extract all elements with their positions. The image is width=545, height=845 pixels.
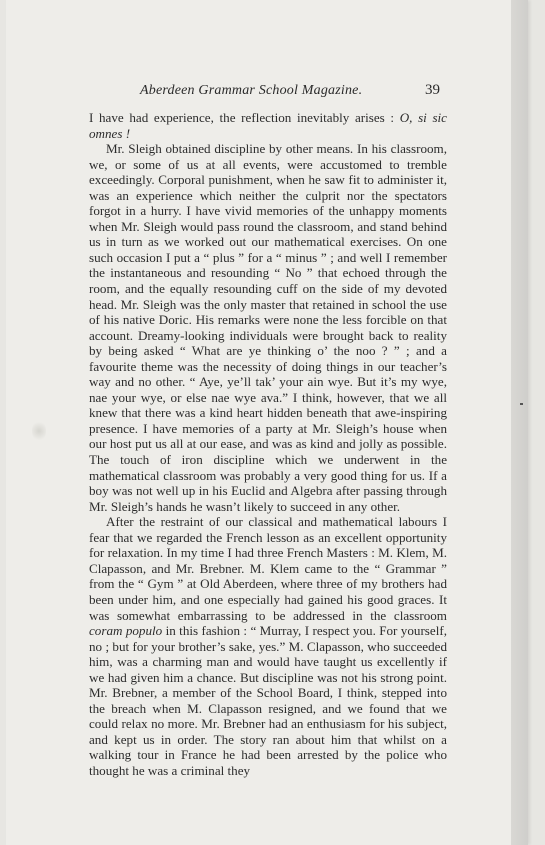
book-page [6,0,528,845]
paragraph-3-text-a: After the restraint of our classical and mathematical labours I fear that we regarded the French lesson as an excellent opportunity for relaxation. In my time I had three French Masters : M. Klem, M. Clapasson, and Mr. Brebner. M. Klem came to the “ Grammar ” from the “ Gym ” at Old Aberdeen, where three of my brothers had been under him, and one especially had gained his good graces. It was somewhat embarrassing to be addressed in the classroom [89,514,447,623]
paragraph-1 [89,110,447,141]
page-number: 39 [425,82,440,98]
running-title: Aberdeen Grammar School Magazine. [140,83,363,98]
paragraph-2: Mr. Sleigh obtained discipline by other means. In his classroom, we, or some of us at all events, were accustomed to tremble exceedingly. Corporal punishment, when he saw fit to administer it, was an experience which neither the culprit nor the spectators forgot in a hurry. I have vivid memories of the unhappy moments when Mr. Sleigh would pass round the classroom, and stand behind us in turn as we worked out our mathematical exercises. On one such occasion I put a “ plus ” for a “ minus ” ; and well I remember the instantaneous and resounding “ No ” that echoed through the room, and the equally resounding cuff on the side of my devoted head. Mr. Sleigh was the only master that retained in school the use of his native Doric. His remarks were none the less forcible on that account. Dreamy-looking individuals were brought back to reality by being asked “ What are ye thinking o’ the noo ? ” ; and a favourite theme was the necessity of doing things in our teacher’s way and no other. “ Aye, ye’ll tak’ your ain wye. But it’s my wye, nae your wye, or else nae wye ava.” I think, however, that we all knew that there was a kind heart hidden beneath that awe-inspiring presence. I have memories of a party at Mr. Sleigh’s house when our host put us all at our ease, and was as kind and jolly as possible. The touch of iron discipline which we underwent in the mathematical classroom was probably a very good thing for us. If a boy was not well up in his Euclid and Algebra after passing through Mr. Sleigh’s hands he wasn’t likely to succeed in any other. [89,141,447,514]
latin-quote: O, si sic omnes ! [89,110,447,141]
margin-mark [520,403,523,405]
latin-phrase: coram populo [89,623,163,639]
page-header [6,83,528,103]
paragraph-1-text: I have had experience, the reflection inevitably arises : [89,110,400,125]
paragraph-3 [89,514,447,778]
paragraph-3-text-b: in this fashion : “ Murray, I respect you. For yourself, no ; but for your brother’s sake, yes.” M. Clapasson, who succeeded him, was a charming man and would have taught us excellently if we had given him a chance. But discipline was not his strong point. Mr. Brebner, a member of the School Board, I think, stepped into the breach when M. Clapasson resigned, and we found that we could relax no more. Mr. Brebner had an enthusiasm for his subject, and kept us in order. The story ran about him that whilst on a walking tour in France he had been arrested by the police who thought he was a criminal they [89,623,447,778]
page-edge-shadow [511,0,528,845]
article-body [89,110,447,779]
paper-stain [32,420,46,442]
